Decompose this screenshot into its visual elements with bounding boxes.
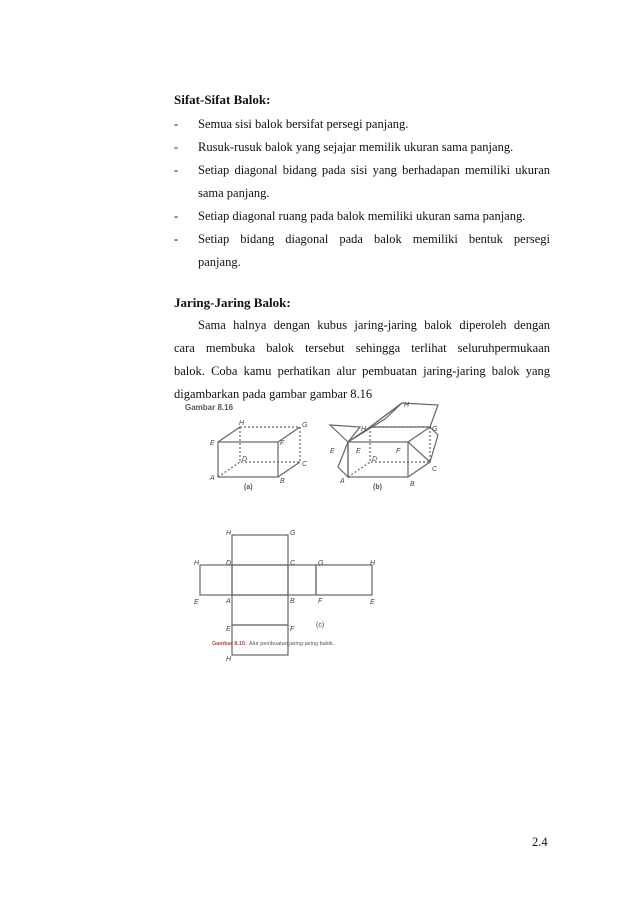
svg-text:A: A [210,475,215,482]
figure-8-16 [170,395,460,663]
svg-text:F: F [280,440,285,447]
svg-text:A: A [340,478,345,485]
sub-label-b: (b) [373,484,382,491]
svg-text:H: H [194,560,200,567]
paragraph-line: Sama halnya dengan kubus jaring-jaring balok diperoleh dengan [198,318,550,332]
svg-text:C: C [302,461,308,468]
property-item: Setiap diagonal bidang pada sisi yang berhadapan memiliki ukuran [198,163,550,177]
bullet-dash: - [174,209,179,223]
page-number: 2.4 [532,835,548,849]
svg-text:C: C [432,466,438,473]
svg-text:H: H [370,560,376,567]
caption-text: Alur pembuatan jaring-jaring balok. [249,641,335,647]
svg-text:G: G [290,530,296,537]
cuboid-a [218,427,300,477]
sub-label-c: (c) [316,622,325,629]
svg-text:E: E [330,448,335,455]
figure-title: Gambar 8.16 [185,403,234,412]
svg-text:E: E [210,440,215,447]
property-item-continuation: panjang. [198,255,241,269]
svg-text:D: D [242,456,248,463]
property-item-continuation: sama panjang. [198,186,270,200]
paragraph-line: balok. Coba kamu perhatikan alur pembuatan jaring-jaring balok yang [174,364,550,378]
bullet-dash: - [174,232,179,246]
property-item: Setiap bidang diagonal pada balok memiliki bentuk persegi [198,232,550,246]
svg-text:E: E [194,599,199,606]
property-item: Semua sisi balok bersifat persegi panjang. [198,117,409,131]
section-heading-nets: Jaring-Jaring Balok: [174,295,291,310]
svg-text:H: H [361,426,367,433]
svg-text:H: H [226,530,232,537]
svg-text:C: C [290,560,296,567]
caption-bold: Gambar 8.16: [212,641,247,647]
svg-text:B: B [280,478,285,485]
sub-label-a: (a) [244,484,253,491]
svg-text:E: E [370,599,375,606]
paragraph-line: digambarkan pada gambar gambar 8.16 [174,387,373,401]
bullet-dash: - [174,163,179,177]
svg-text:H: H [226,656,232,663]
svg-text:D: D [226,560,232,567]
section-heading-properties: Sifat-Sifat Balok: [174,92,271,107]
paragraph-line: cara membuka balok tersebut sehingga terlihat seluruhpermukaan [174,341,550,355]
svg-text:E: E [356,448,361,455]
cuboid-net-c [200,535,372,655]
svg-text:G: G [432,426,438,433]
svg-text:F: F [290,626,295,633]
svg-text:B: B [410,481,415,488]
svg-text:F: F [318,598,323,605]
bullet-dash: - [174,140,179,154]
svg-text:B: B [290,598,295,605]
svg-text:D: D [372,456,378,463]
svg-text:E: E [226,626,231,633]
bullet-dash: - [174,117,179,131]
svg-text:H: H [239,420,245,427]
property-item: Setiap diagonal ruang pada balok memiliki ukuran sama panjang. [198,209,526,223]
svg-text:A: A [226,598,231,605]
svg-text:G: G [318,560,324,567]
svg-text:G: G [302,422,308,429]
svg-text:H: H [404,402,410,409]
svg-text:F: F [396,448,401,455]
cuboid-b [330,403,438,477]
property-item: Rusuk-rusuk balok yang sejajar memilik ukuran sama panjang. [198,140,514,154]
